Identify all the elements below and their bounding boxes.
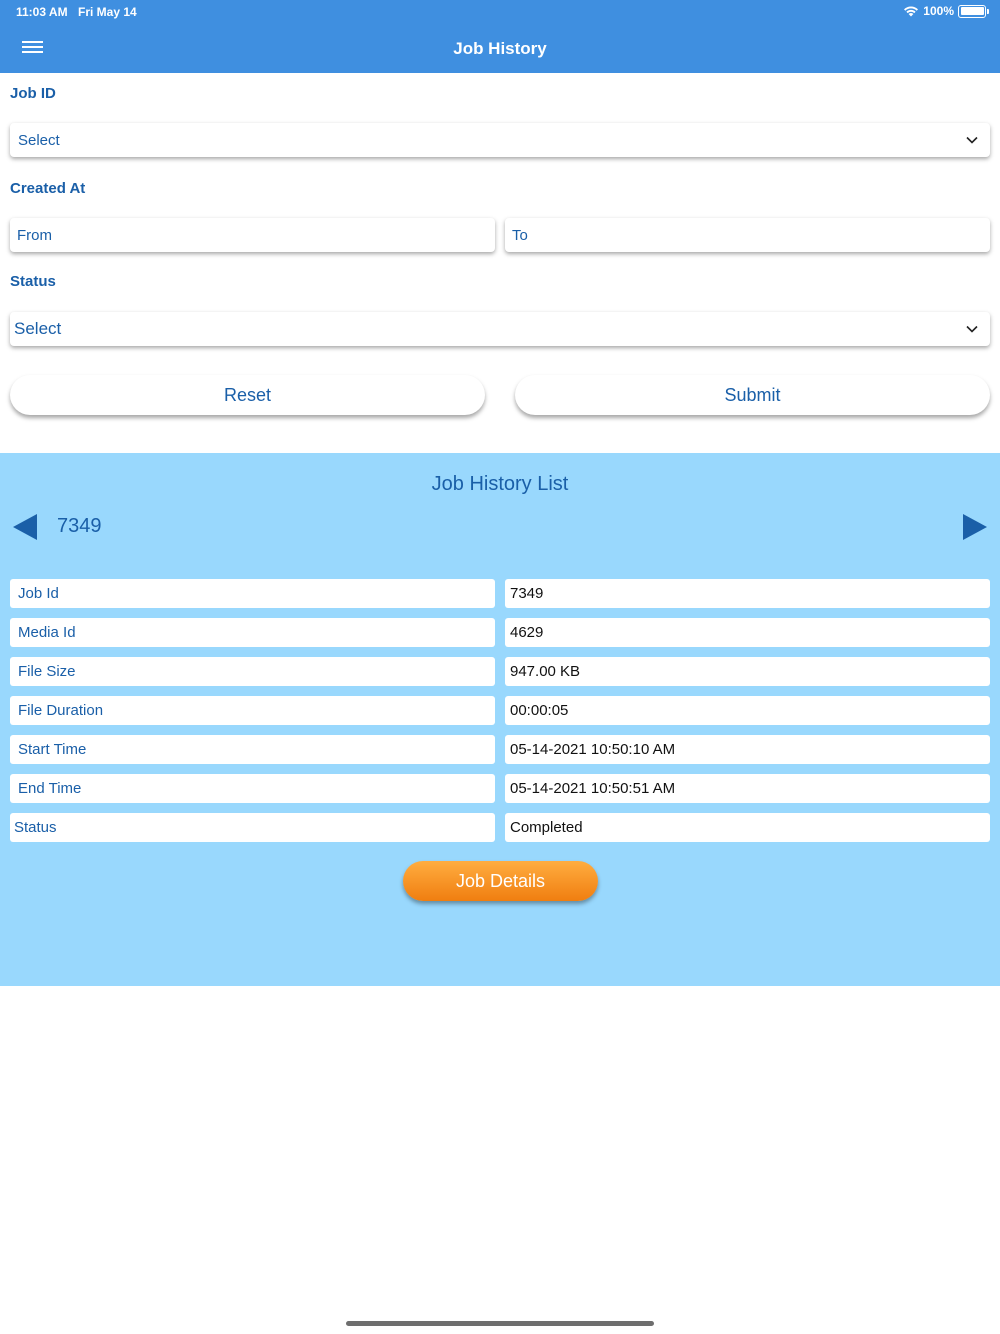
row-label-end-time: End Time [10, 774, 495, 803]
row-label-media-id: Media Id [10, 618, 495, 647]
job-details-button[interactable]: Job Details [403, 861, 598, 901]
row-label-job-id: Job Id [10, 579, 495, 608]
app-header [0, 0, 1000, 73]
to-date-placeholder: To [512, 226, 528, 244]
job-history-list-panel [0, 453, 1000, 986]
arrow-left-icon[interactable] [12, 513, 38, 541]
status-select[interactable] [10, 312, 990, 346]
row-value-media-id: 4629 [505, 618, 990, 647]
page-title: Job History [453, 39, 547, 58]
job-id-select[interactable] [10, 123, 990, 157]
row-value-file-size: 947.00 KB [505, 657, 990, 686]
chevron-down-icon [966, 323, 978, 335]
battery-percent: 100% [923, 4, 954, 18]
row-label-start-time: Start Time [10, 735, 495, 764]
status-time: 11:03 AM [16, 5, 68, 19]
row-value-end-time: 05-14-2021 10:50:51 AM [505, 774, 990, 803]
row-label-status: Status [10, 813, 495, 842]
job-id-select-value: Select [18, 131, 60, 149]
row-value-status: Completed [505, 813, 990, 842]
status-indicators [903, 4, 986, 18]
arrow-right-icon[interactable] [962, 513, 988, 541]
reset-button[interactable]: Reset [10, 375, 485, 415]
chevron-down-icon [966, 134, 978, 146]
row-value-job-id: 7349 [505, 579, 990, 608]
battery-icon [958, 5, 986, 18]
status-date: Fri May 14 [78, 5, 137, 19]
list-title: Job History List [431, 473, 569, 495]
wifi-icon [903, 5, 919, 17]
from-date-placeholder: From [17, 226, 52, 244]
job-id-label: Job ID [10, 85, 56, 102]
home-indicator [346, 1321, 654, 1326]
status-label: Status [10, 273, 56, 290]
from-date-field[interactable] [10, 218, 495, 252]
row-label-file-duration: File Duration [10, 696, 495, 725]
status-select-value: Select [14, 319, 62, 338]
row-label-file-size: File Size [10, 657, 495, 686]
to-date-field[interactable] [505, 218, 990, 252]
row-value-start-time: 05-14-2021 10:50:10 AM [505, 735, 990, 764]
row-value-file-duration: 00:00:05 [505, 696, 990, 725]
current-job-id: 7349 [57, 515, 102, 537]
submit-button[interactable]: Submit [515, 375, 990, 415]
created-at-label: Created At [10, 180, 86, 197]
